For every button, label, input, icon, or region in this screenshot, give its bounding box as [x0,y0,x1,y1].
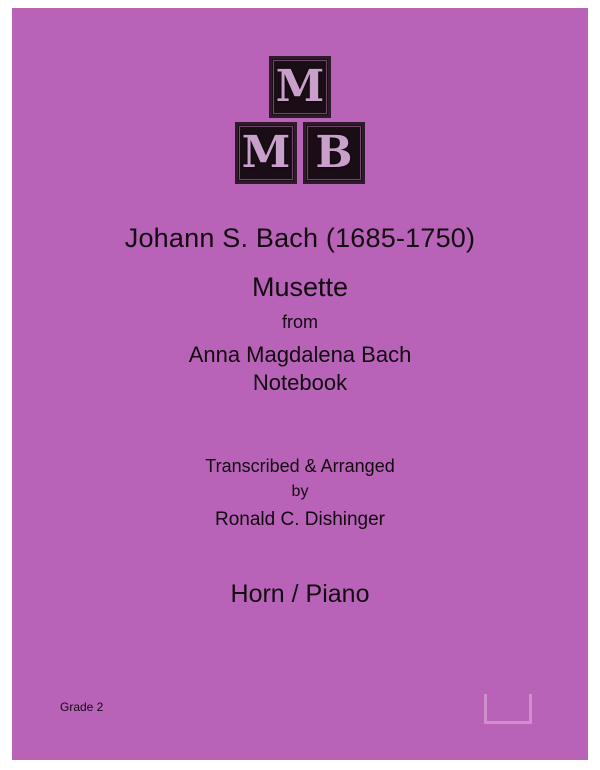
initial-letter-m-top-glyph: M [275,61,325,112]
cover-artwork [12,8,588,760]
grade-label: Grade 2 [60,700,104,714]
composer-name: Johann S. Bach (1685-1750) [124,223,476,253]
work-title: Musette [251,272,349,302]
initial-letter-m-bottom-glyph: M [241,127,291,178]
arrangement-label: Transcribed & Arranged [205,456,395,476]
credits-block [12,456,588,531]
corner-mark-left-segment [484,694,487,724]
corner-mark-bottom-segment [484,721,532,724]
by-label: by [291,483,309,500]
corner-registration-mark-icon [484,694,532,724]
initial-letter-b [303,122,365,184]
initial-letter-m-top [269,56,331,118]
source-title-line-2: Notebook [252,370,348,395]
initials-row-top [266,56,334,118]
initial-letter-m-bottom [235,122,297,184]
corner-mark-right-segment [529,694,532,724]
from-label: from [282,312,318,332]
title-block [12,223,588,396]
initials-row-bottom [232,122,368,184]
decorative-initials-block [12,56,588,184]
source-title-line-1: Anna Magdalena Bach [188,342,412,367]
arranger-name: Ronald C. Dishinger [214,509,386,530]
initial-letter-b-glyph: B [315,127,353,178]
instrumentation-label: Horn / Piano [230,580,370,608]
